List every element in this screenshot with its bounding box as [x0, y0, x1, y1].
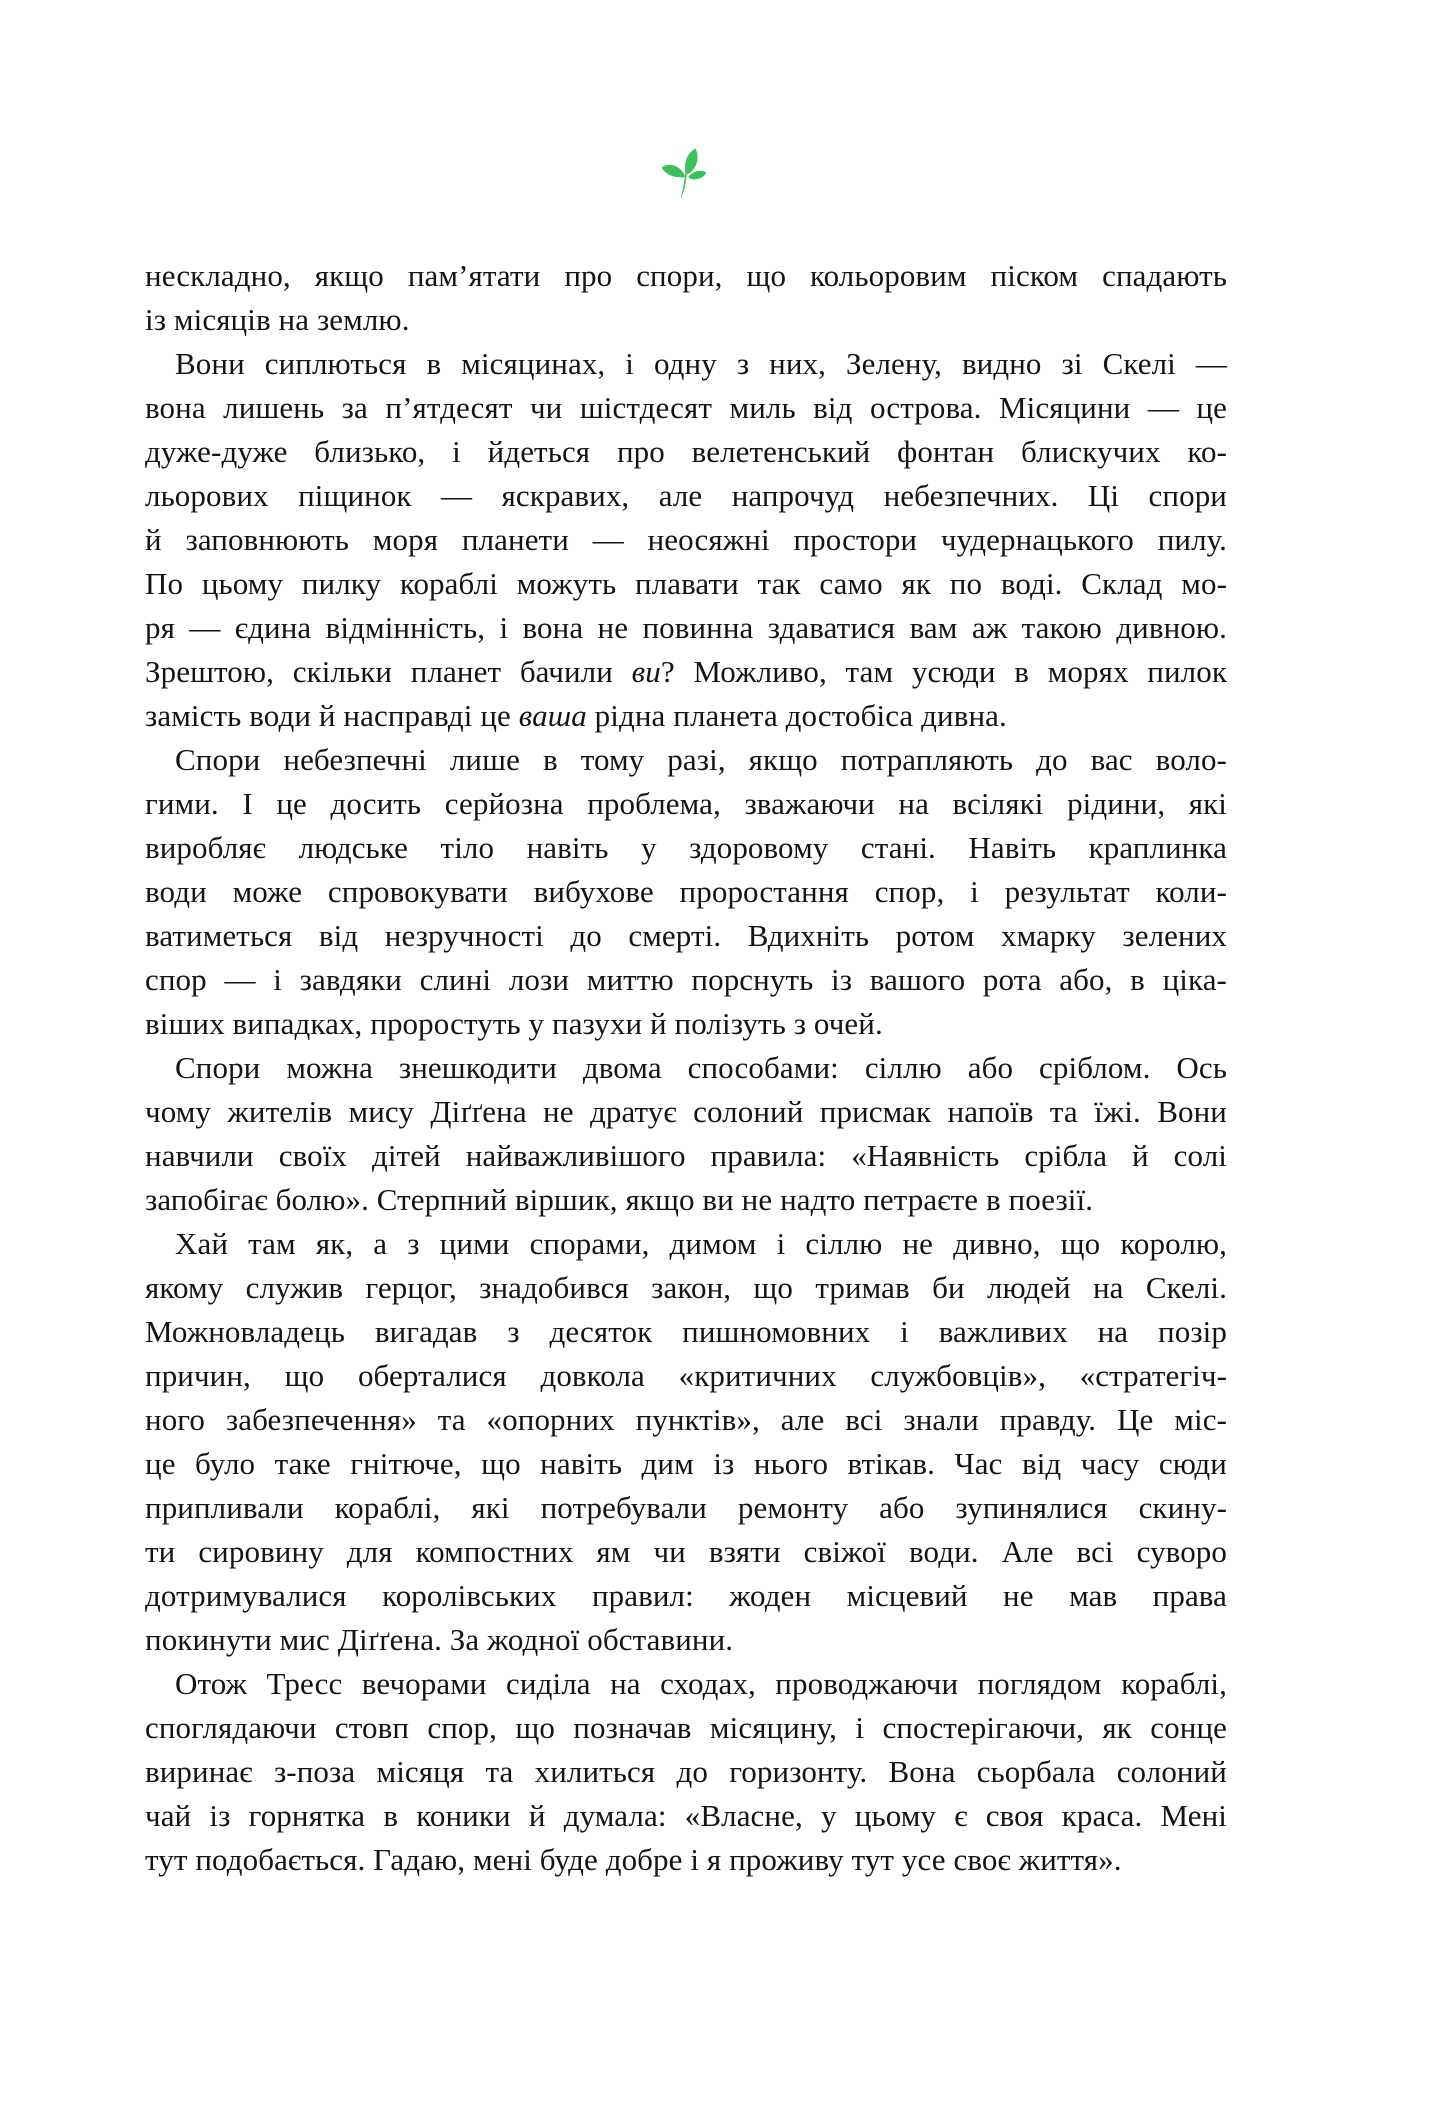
text-line: води може спровокувати вибухове проростання спор, і результат коли-: [145, 874, 1227, 909]
text-line: віших випадках, проростуть у пазухи й полізуть з очей.: [145, 1006, 883, 1041]
text-line: гими. І це досить серйозна проблема, зважаючи на всілякі рідини, які: [145, 786, 1227, 821]
text-line: ря — єдина відмінність, і вона не повинна здаватися вам аж такою дивною.: [145, 610, 1227, 645]
text-line: Спори небезпечні лише в тому разі, якщо потрапляють до вас воло-: [175, 742, 1227, 777]
text-line: Спори можна знешкодити двома способами: сіллю або сріблом. Ось: [175, 1050, 1227, 1085]
text-line: причин, що оберталися довкола «критичних службовців», «стратегіч-: [145, 1358, 1227, 1393]
italic-text: ви: [631, 654, 661, 689]
text-line: припливали кораблі, які потребували ремонту або зупинялися скину-: [145, 1490, 1227, 1525]
text-line: Можновладець вигадав з десяток пишномовних і важливих на позір: [145, 1314, 1227, 1349]
paragraph: [145, 1662, 1227, 1882]
text-line: дуже-дуже близько, і йдеться про велетенський фонтан блискучих ко-: [145, 434, 1227, 469]
text-line: льорових піщинок — яскравих, але напрочуд небезпечних. Ці спори: [145, 478, 1227, 513]
italic-text: ваша: [518, 698, 587, 733]
text-line: якому служив герцог, знадобився закон, що тримав би людей на Скелі.: [145, 1270, 1227, 1305]
text-line: Хай там як, а з цими спорами, димом і сіллю не дивно, що королю,: [175, 1226, 1227, 1261]
text-line: По цьому пилку кораблі можуть плавати так само як по воді. Склад мо-: [145, 566, 1227, 601]
text-line: [145, 694, 1227, 738]
page-text: [145, 254, 1227, 1882]
text-line: покинути мис Діґґена. За жодної обставини.: [145, 1622, 734, 1657]
text-line: Отож Тресс вечорами сиділа на сходах, проводжаючи поглядом кораблі,: [175, 1666, 1227, 1701]
paragraph: [145, 254, 1227, 342]
text-line: ватиметься від незручності до смерті. Вдихніть ротом хмарку зелених: [145, 918, 1227, 953]
text-line: виринає з-поза місяця та хилиться до горизонту. Вона сьорбала солоний: [145, 1754, 1227, 1789]
text-line: дотримувалися королівських правил: жоден місцевий не мав права: [145, 1578, 1227, 1613]
text-line: ного забезпечення» та «опорних пунктів», але всі знали правду. Це міс-: [145, 1402, 1227, 1437]
paragraph: [145, 342, 1227, 738]
text-line: це було таке гнітюче, що навіть дим із нього втікав. Час від часу сюди: [145, 1446, 1227, 1481]
text-line: навчили своїх дітей найважливішого правила: «Наявність срібла й солі: [145, 1138, 1227, 1173]
text-line: із місяців на землю.: [145, 302, 410, 337]
text-line: Вони сиплються в місяцинах, і одну з них, Зелену, видно зі Скелі —: [175, 346, 1227, 381]
text-line: тут подобається. Гадаю, мені буде добре і я проживу тут усе своє життя».: [145, 1842, 1122, 1877]
text-line: вона лишень за п’ятдесят чи шістдесят миль від острова. Місяцини — це: [145, 390, 1227, 425]
text-line: чай із горнятка в коники й думала: «Власне, у цьому є своя краса. Мені: [145, 1798, 1227, 1833]
paragraph: [145, 1046, 1227, 1222]
text-line: споглядаючи стовп спор, що позначав місяцину, і спостерігаючи, як сонце: [145, 1710, 1227, 1745]
text-line: й заповнюють моря планети — неосяжні простори чудернацького пилу.: [145, 522, 1227, 557]
text-line: запобігає болю». Стерпний віршик, якщо ви не надто петраєте в поезії.: [145, 1182, 1094, 1217]
regular-text: замість води й насправді це: [145, 698, 519, 733]
text-line: виробляє людське тіло навіть у здоровому стані. Навіть краплинка: [145, 830, 1227, 865]
paragraph: [145, 738, 1227, 1046]
text-line: чому жителів мису Діґґена не дратує солоний присмак напоїв та їжі. Вони: [145, 1094, 1227, 1129]
sprout-leaf-icon: [660, 146, 712, 204]
text-line: ти сировину для компостних ям чи взяти свіжої води. Але всі суворо: [145, 1534, 1227, 1569]
paragraph: [145, 1222, 1227, 1662]
regular-text: ? Можливо, там усюди в морях пилок: [660, 654, 1227, 689]
text-line: спор — і завдяки слині лози миттю порснуть із вашого рота або, в ціка-: [145, 962, 1227, 997]
regular-text: Зрештою, скільки планет бачили: [145, 654, 632, 689]
text-line: [145, 650, 1227, 694]
regular-text: рідна планета достобіса дивна.: [586, 698, 1007, 733]
text-line: нескладно, якщо пам’ятати про спори, що кольоровим піском спадають: [145, 258, 1227, 293]
